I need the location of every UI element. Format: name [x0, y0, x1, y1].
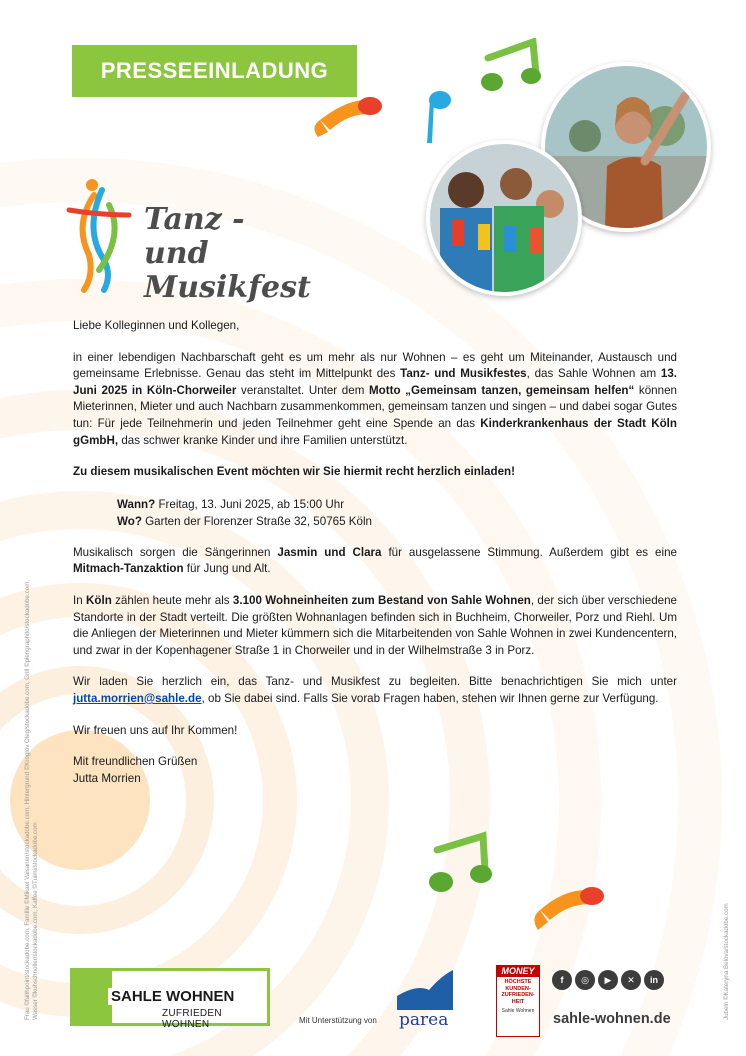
badge-brand: Sahle Wohnen	[501, 1008, 535, 1014]
press-invitation-banner: PRESSEEINLADUNG	[72, 45, 357, 97]
dancer-figure-icon	[64, 175, 139, 295]
music-note-green-icon	[478, 38, 548, 94]
parea-logo	[397, 970, 453, 1030]
closing: Wir freuen uns auf Ihr Kommen!	[73, 723, 238, 737]
badge-title: MONEY	[497, 966, 539, 977]
email-link[interactable]: jutta.morrien@sahle.de	[73, 691, 202, 705]
invitation-line: Zu diesem musikalischen Event möchten wir Sie hiermit recht herzlich einladen!	[73, 465, 515, 479]
signature: Jutta Morrien	[73, 771, 141, 785]
badge-text: HÖCHSTE KUNDEN-ZUFRIEDEN-HEIT	[501, 979, 535, 1005]
friends-toasting-photo	[426, 140, 582, 296]
linkedin-icon[interactable]: in	[644, 970, 664, 990]
customer-satisfaction-badge	[496, 965, 540, 1037]
sahle-tagline: ZUFRIEDEN WOHNEN	[162, 1008, 222, 1030]
festival-logo	[64, 175, 314, 305]
music-note-blue-icon	[420, 88, 456, 148]
letter-body	[73, 318, 677, 787]
website-link[interactable]: sahle-wohnen.de	[553, 1011, 671, 1027]
facebook-icon[interactable]: f	[552, 970, 572, 990]
event-where: Wo? Garten der Florenzer Straße 32, 50765 Köln	[117, 514, 372, 528]
instagram-icon[interactable]: ◎	[575, 970, 595, 990]
logo-line-1: Tanz - und	[144, 202, 245, 271]
sahle-brand-text: SAHLE WOHNEN	[108, 988, 237, 1005]
music-note-orange-icon	[308, 92, 388, 142]
salutation: Liebe Kolleginnen und Kollegen,	[73, 319, 240, 332]
photo-credits-right: Jubeln ©Kateryna Belova/stockadobe.com	[723, 903, 730, 1020]
paragraph-intro: in einer lebendigen Nachbarschaft geht es um mehr als nur Wohnen – es geht um Miteinander, Austausch und gemeinsame Erlebnisse. Genau das steht im Mittelpunkt des Tanz- und Musikfestes, das Sahle Wohnen am 13. Juni 2025 in Köln-Chorweiler veranstaltet. Unter dem Motto „Gemeinsam tanzen, gemeinsam helfen“ können Mieterinnen, Mieter und auch Nachbarn zusammenkommen, gemeinsam tanzen und singen – und dabei sogar Gutes tun: Für jede Teilnehmerin und jeden Teilnehmer geht eine Spende an das Kinderkrankenhaus der Stadt Köln gGmbH, das schwer kranke Kinder und ihre Familien unterstützt.	[73, 350, 678, 447]
youtube-icon[interactable]: ▶	[598, 970, 618, 990]
music-note-green-lower-icon	[425, 830, 495, 896]
paragraph-music: Musikalisch sorgen die Sängerinnen Jasmin und Clara für ausgelassene Stimmung. Außerdem gibt es eine Mitmach-Tanzaktion für Jung und Alt.	[73, 545, 677, 576]
paragraph-koeln: In Köln zählen heute mehr als 3.100 Wohneinheiten zum Bestand von Sahle Wohnen, der sich über verschiedene Standorte in der Stadt verteilt. Die größten Wohnanlagen befinden sich in Buchheim, Chorweiler, Porz und Riehl. Um die Anliegen der Mieterinnen und Mieter kümmern sich die Mitarbeitenden von Sahle Wohnen in zwei Kundencentern, und zwar in der Kopenhagener Straße 1 in Chorweiler und in der Wilhelmstraße 3 in Porz.	[73, 593, 677, 657]
logo-line-2: Musikfest	[144, 270, 311, 305]
support-label: Mit Unterstützung von	[299, 1016, 377, 1025]
sahle-wohnen-logo	[70, 968, 270, 1030]
parea-wave-icon	[397, 970, 453, 1010]
photo-credits-left: Frau ©faithpoint/stockadobe.com, Familie ©Mikael Vaisanen/stockadobe.com, Hintergrund ©Kroglov Oleg/stockadobe.com, Grill ©piengraphito/stockadobe.com, Wasser ©kuhschnoller/stockadobe.com, Kaffee ©Tuimi/stockadobe.com	[24, 579, 39, 1020]
greeting: Mit freundlichen Grüßen	[73, 755, 198, 769]
event-when: Wann? Freitag, 13. Juni 2025, ab 15:00 Uhr	[117, 497, 345, 511]
music-note-orange-lower-icon	[528, 880, 608, 936]
paragraph-rsvp: Wir laden Sie herzlich ein, das Tanz- und Musikfest zu begleiten. Bitte benachrichtigen Sie mich unter jutta.morrien@sahle.de, ob Sie dabei sind. Falls Sie vorab Fragen haben, stehen wir Ihnen gerne zur Verfügung.	[73, 675, 677, 705]
event-details	[73, 496, 677, 530]
festival-logo-text	[144, 203, 314, 305]
parea-text: parea	[399, 1010, 449, 1030]
xing-icon[interactable]: ✕	[621, 970, 641, 990]
social-links	[552, 970, 664, 990]
